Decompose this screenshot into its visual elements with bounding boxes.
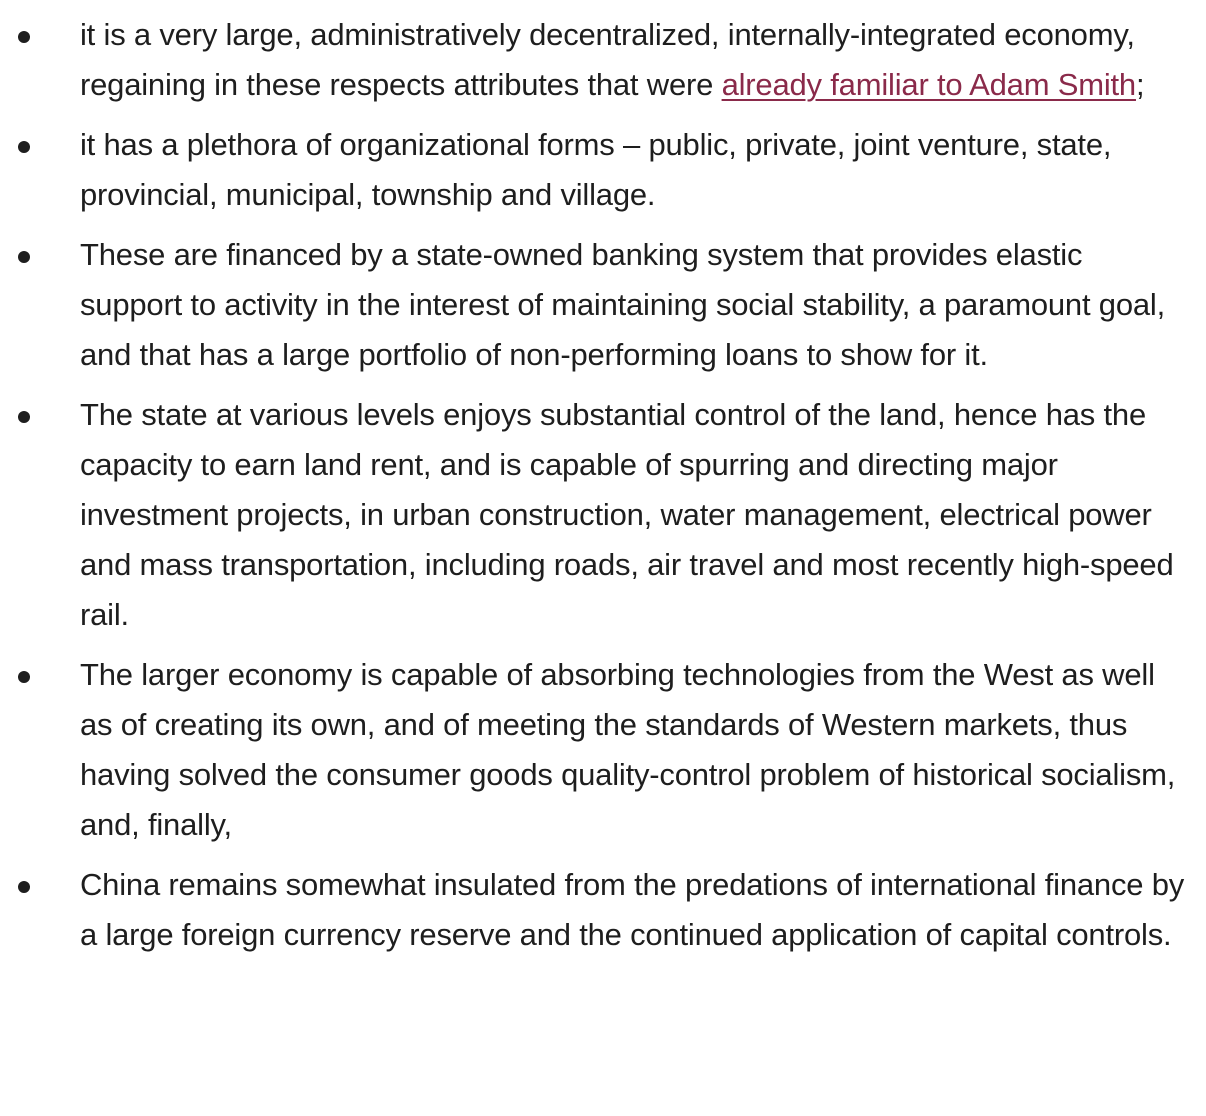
list-item-text: China remains somewhat insulated from the predations of international finance by a large foreign currency reserve and the continued application of capital controls. <box>80 867 1185 952</box>
bullet-list <box>0 10 1206 970</box>
list-item-text-end: ; <box>1135 67 1145 102</box>
list-item-text: The state at various levels enjoys substantial control of the land, hence has the capacity to earn land rent, and is capable of spurring and directing major investment projects, in urban construction, water management, electrical power and mass transportation, including roads, air travel and most recently high-speed rail. <box>80 397 1174 632</box>
bullet-icon <box>18 141 30 153</box>
bullet-icon <box>18 411 30 423</box>
list-item-text: it is a very large, administratively decentralized, internally-integrated economy, regaining in these respects attributes that were <box>80 17 1135 102</box>
list-item <box>0 390 1206 640</box>
list-item-text: The larger economy is capable of absorbing technologies from the West as well as of creating its own, and of meeting the standards of Western markets, thus having solved the consumer goods quality-control problem of historical socialism, and, finally, <box>80 657 1176 842</box>
list-item <box>0 10 1206 110</box>
bullet-icon <box>18 881 30 893</box>
list-item <box>0 650 1206 850</box>
list-item <box>0 230 1206 380</box>
list-item <box>0 860 1206 960</box>
list-item-text: it has a plethora of organizational forms – public, private, joint venture, state, provincial, municipal, township and village. <box>80 127 1112 212</box>
adam-smith-link[interactable]: already familiar to Adam Smith <box>721 67 1136 102</box>
list-item <box>0 120 1206 220</box>
bullet-icon <box>18 251 30 263</box>
bullet-icon <box>18 31 30 43</box>
list-item-text: These are financed by a state-owned banking system that provides elastic support to activity in the interest of maintaining social stability, a paramount goal, and that has a large portfolio of non-performing loans to show for it. <box>80 237 1166 372</box>
bullet-icon <box>18 671 30 683</box>
